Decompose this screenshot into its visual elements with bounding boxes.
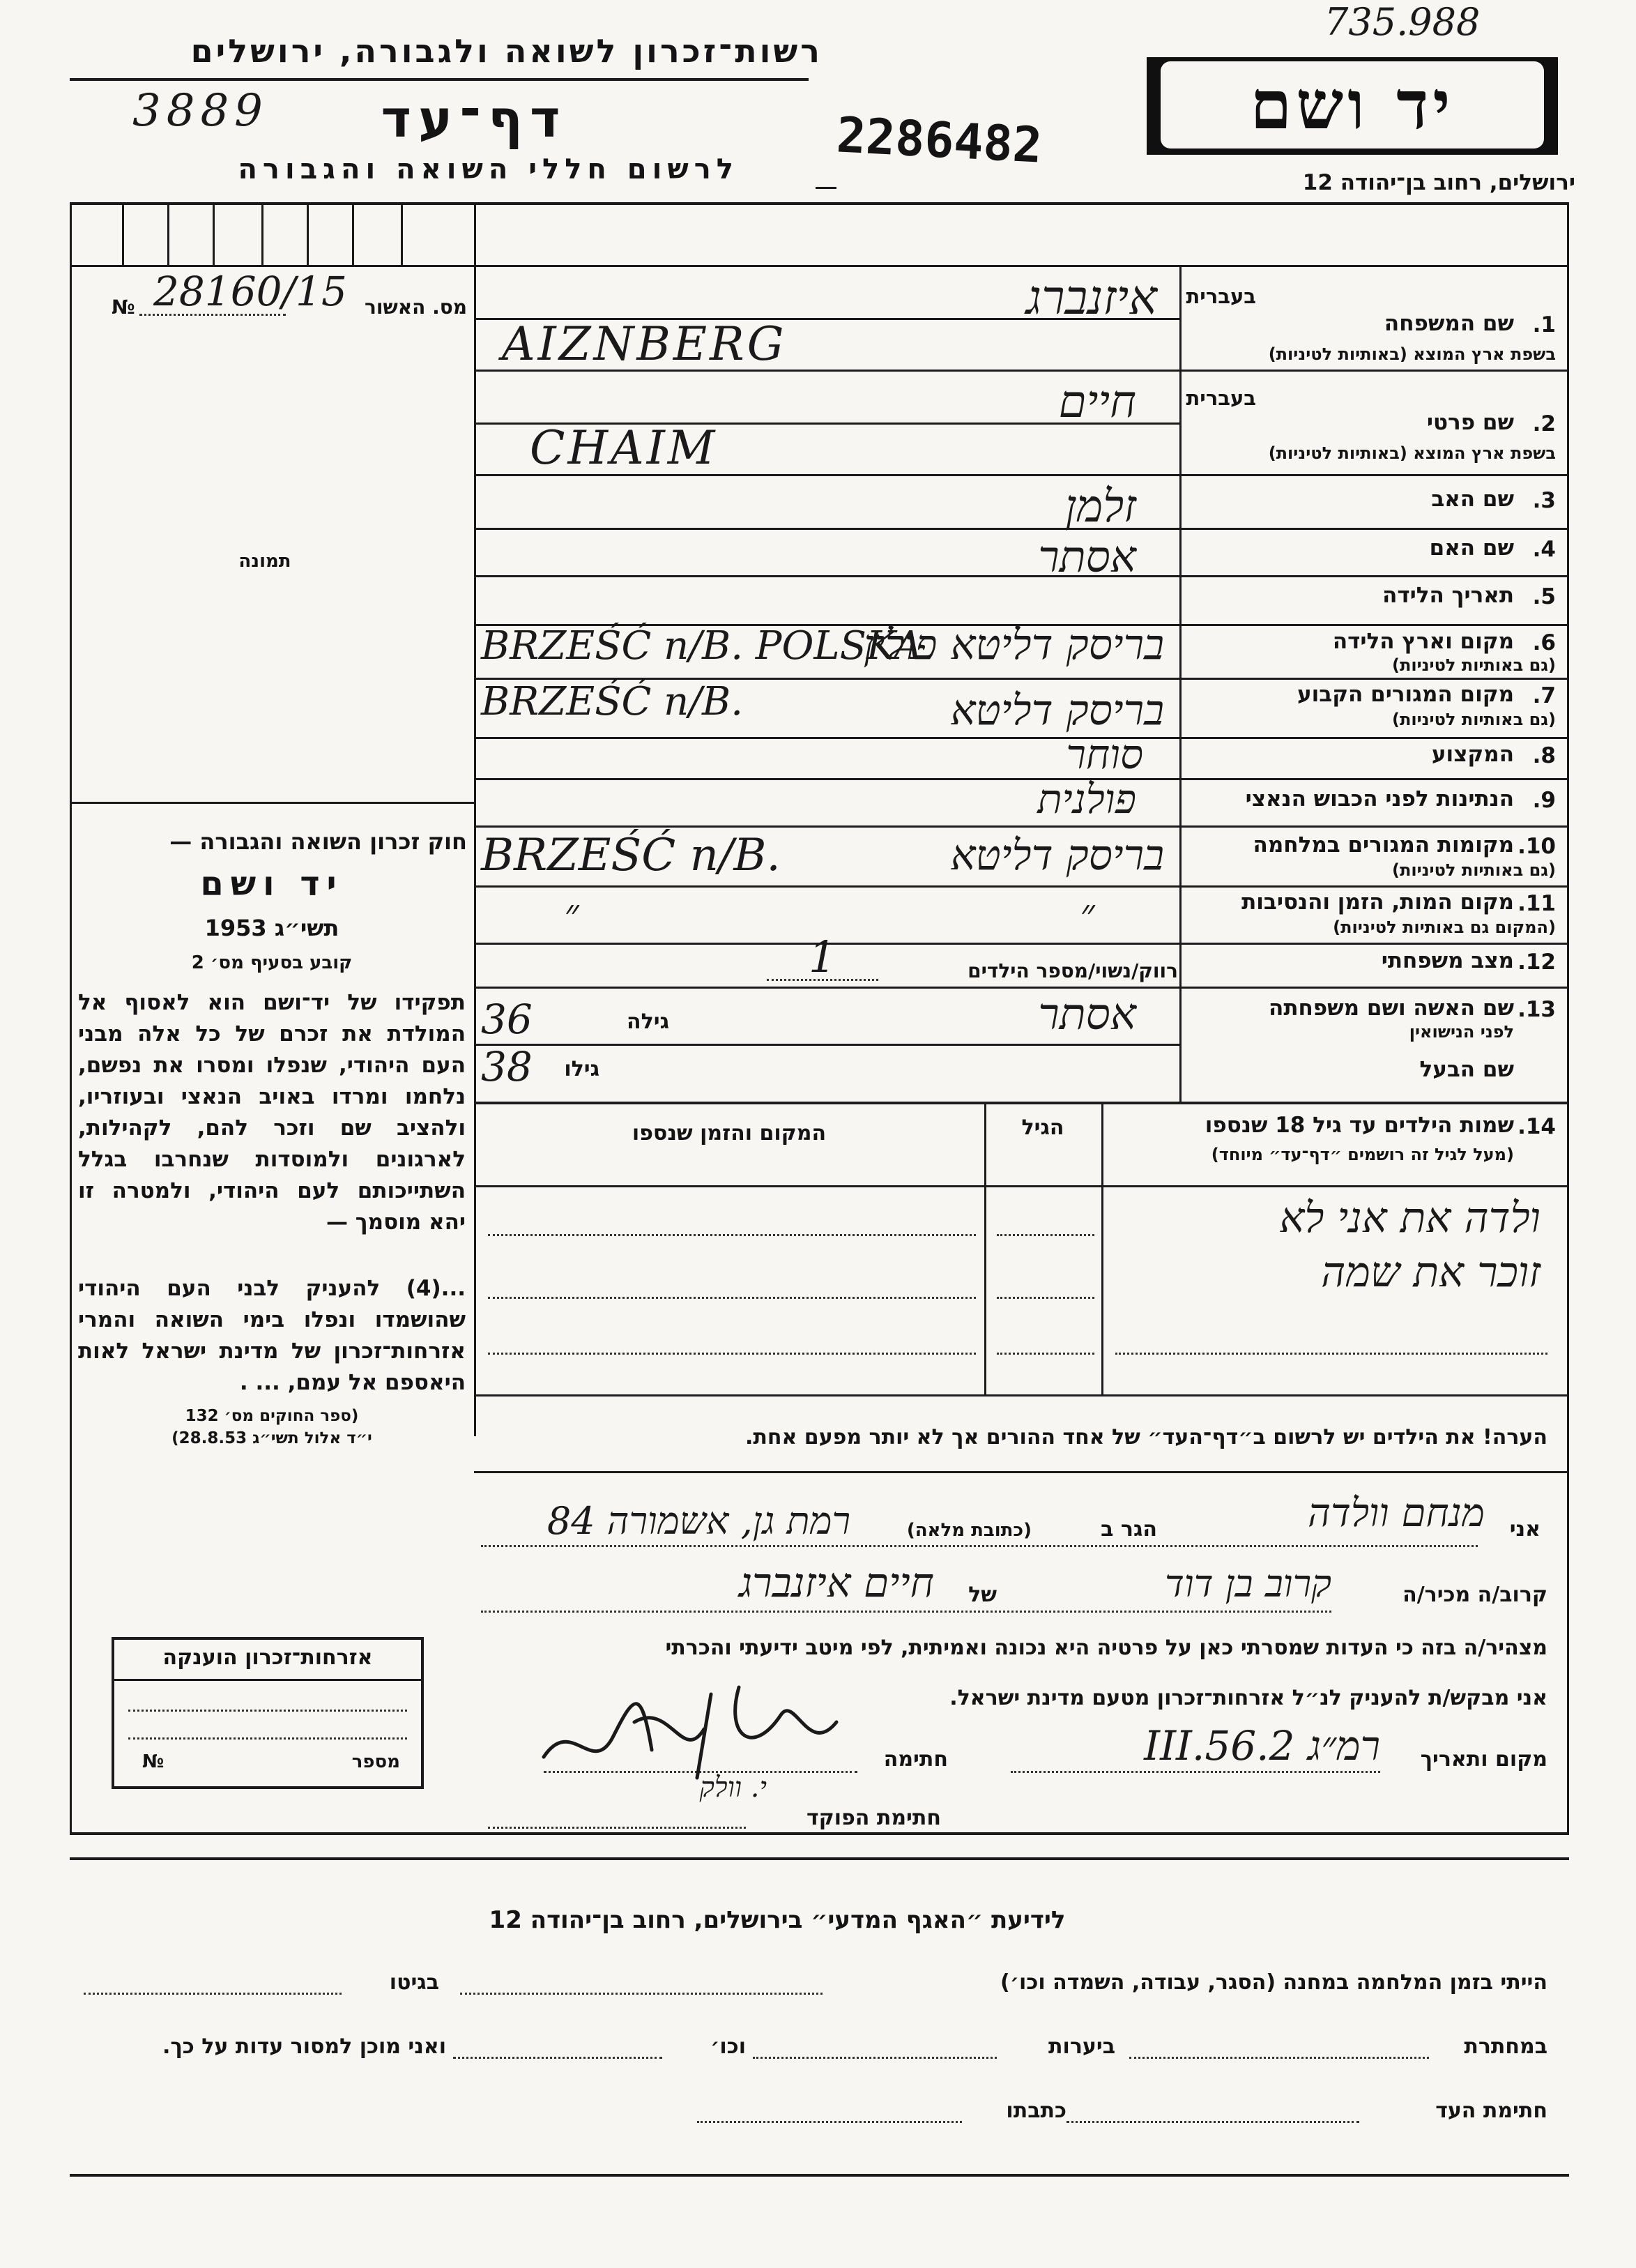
authority-name: רשות־זכרון לשואה ולגבורה, ירושלים — [190, 32, 823, 70]
field-6-latin-value: BRZEŚĆ n/B. POLSKA — [481, 623, 922, 669]
field-8-label: המקצוע — [1431, 742, 1514, 767]
children-header-sep — [474, 1185, 1568, 1187]
approval-no-mark: № — [112, 296, 135, 319]
field-4-value: אסתר — [1038, 531, 1136, 582]
grid-cell — [307, 202, 309, 266]
field-7-num: 7. — [1532, 683, 1556, 708]
info-dotted-line — [460, 1993, 823, 1995]
place-date-value: רמ״ג 2.III.56 — [1144, 1722, 1380, 1770]
field-6-sub: (גם באותיות לטיניות) — [1392, 655, 1556, 675]
child-dotted-line — [488, 1234, 976, 1236]
children-sub: (מעל לגיל זה רושמים ״דף־עד״ מיוחד) — [1211, 1145, 1514, 1164]
child-dotted-line — [997, 1297, 1094, 1299]
field-1-label: שם המשפחה — [1384, 311, 1514, 336]
wife-age-label: גילה — [627, 1010, 669, 1034]
field-6-num: 6. — [1532, 630, 1556, 655]
field-12-options: רווק/נשוי/מספר הילדים — [968, 959, 1178, 982]
husband-label: שם הבעל — [1419, 1057, 1514, 1082]
serial-number: 2286482 — [835, 106, 1043, 174]
info-title: לידיעת ״האגף המדעי״ בירושלים, רחוב בן־יהודה 12 — [489, 1906, 1066, 1934]
declarant-address: רמת גן, אשמורה 84 — [546, 1499, 850, 1543]
approval-number: 28160/15 — [153, 268, 347, 315]
photo-box-bottom — [70, 802, 474, 804]
info-dotted-line — [1067, 2121, 1359, 2123]
field-9-num: 9. — [1532, 788, 1556, 813]
law-paragraph-1: תפקידו של יד־ושם הוא לאסוף אל המולדת את זכרם של כל אלה מבני העם היהודי, שנפלו ומסרו את נפשם, נלחמו ומרדו באויב הנאצי ובעוזריו, ולהציב שם וזכר להם, לקהילות, לארגונים ולמוסדות שנחרבו בגלל השתייכותם לעם היהודי, ולמטרה זו יהא מוסמך — — [78, 990, 466, 1235]
child-dotted-line — [1115, 1353, 1547, 1355]
field-1-hebrew-value: איזנברג — [1025, 271, 1157, 326]
decl-dotted-line-1 — [481, 1545, 1478, 1547]
info-line-1a: הייתי בזמן המלחמה במחנה (הסגר, עבודה, השמדה וכו׳) — [1000, 1970, 1547, 1995]
field-13-label: שם האשה ושם משפחתה — [1269, 996, 1514, 1021]
field-2-latin-value: CHAIM — [530, 421, 718, 475]
citizenship-title-sep — [114, 1679, 421, 1681]
wife-name-value: אסתר — [1038, 989, 1136, 1040]
field-13-num: 13. — [1517, 997, 1556, 1022]
field-3-num: 3. — [1532, 488, 1556, 513]
clerk-signature-label: חתימת הפוקד — [806, 1806, 941, 1830]
signature-label: חתימה — [883, 1747, 948, 1772]
child-row-1: ולדה את אני לא — [1279, 1194, 1541, 1242]
husband-age-value: 38 — [481, 1043, 533, 1090]
grid-cell — [401, 202, 403, 266]
children-col-divider — [984, 1102, 986, 1394]
label-column-divider — [1179, 265, 1182, 1102]
frame-top — [70, 202, 1568, 205]
law-citation-2: י״ד אלול תשי״ג 28.8.53) — [171, 1429, 372, 1447]
info-dotted-line — [84, 1993, 342, 1995]
field-3-label: שם האב — [1431, 487, 1514, 512]
field-2-label: שם פרטי — [1426, 410, 1514, 435]
field-2-tag: בעברית — [1186, 386, 1256, 410]
wife-age-value: 36 — [481, 996, 533, 1043]
field-11-hebrew-value: ״ — [1080, 891, 1095, 936]
info-line-2a: במחתרת — [1464, 2034, 1547, 2059]
law-name: יד ושם — [200, 865, 344, 904]
citizenship-box — [112, 1637, 424, 1789]
left-column-divider — [474, 202, 476, 1436]
child-dotted-line — [997, 1234, 1094, 1236]
children-place-header: המקום והזמן שנספו — [632, 1121, 827, 1146]
info-dotted-line — [697, 2121, 962, 2123]
row-sep-children — [474, 1102, 1568, 1104]
form-title: דף־עד — [381, 89, 567, 149]
citizenship-dotted-line — [128, 1710, 407, 1712]
citizenship-number-label: מספר — [351, 1751, 400, 1772]
field-12-num: 12. — [1517, 950, 1556, 975]
declarant-relation: קרוב בן דוד — [1165, 1562, 1331, 1606]
info-section-bottom — [70, 2174, 1569, 2177]
row-sep — [474, 825, 1568, 828]
field-7-latin-value: BRZEŚĆ n/B. — [481, 679, 744, 724]
children-age-header: הגיל — [1021, 1116, 1064, 1140]
clerk-signature: י. וולק — [699, 1772, 767, 1804]
declarant-signature — [530, 1673, 864, 1785]
field-9-value: פולנית — [1037, 775, 1136, 823]
frame-bottom — [70, 1832, 1569, 1835]
field-12-dotted-line — [767, 979, 878, 981]
photo-label: תמונה — [238, 551, 291, 572]
grid-cell — [352, 202, 354, 266]
approval-dotted-line — [139, 314, 286, 316]
serial-dash — [816, 187, 836, 189]
approval-label: מס. האשור — [365, 296, 467, 319]
field-12-label: מצב משפחתי — [1381, 948, 1514, 973]
child-dotted-line — [488, 1297, 976, 1299]
wife-husband-sep — [474, 1044, 1179, 1046]
decl-of: של — [968, 1583, 997, 1607]
grid-cell — [213, 202, 215, 266]
decl-request: אני מבקש/ת להעניק לנ״ל אזרחות־זכרון מטעם מדינת ישראל. — [949, 1686, 1547, 1710]
logo-text: יד ושם — [1161, 61, 1544, 149]
decl-address-hint: (כתובת מלאה) — [906, 1520, 1032, 1541]
field-2-num: 2. — [1532, 411, 1556, 436]
field-10-latin-value: BRZEŚĆ n/B. — [481, 830, 781, 881]
decl-dotted-line-2 — [481, 1611, 1331, 1613]
field-10-sub: (גם באותיות לטיניות) — [1392, 860, 1556, 880]
decl-ani: אני — [1509, 1517, 1541, 1542]
frame-right — [1567, 202, 1569, 1834]
grid-cell — [122, 202, 124, 266]
info-line-3b: כתבתו — [1006, 2099, 1067, 2123]
field-5-label: תאריך הלידה — [1382, 583, 1514, 608]
clerk-dotted-line — [488, 1827, 746, 1829]
archive-note: 735.988 — [1324, 0, 1481, 44]
yad-vashem-logo — [1147, 57, 1558, 155]
field-6-label: מקום וארץ הלידה — [1332, 629, 1514, 654]
citizenship-dotted-line — [128, 1737, 407, 1740]
field-10-label: מקומות המגורים במלחמה — [1253, 832, 1514, 858]
citizenship-no-mark: № — [142, 1751, 165, 1772]
field-1-tag: בעברית — [1186, 284, 1256, 308]
child-row-2: זוכר את שמה — [1321, 1248, 1541, 1297]
field-5-num: 5. — [1532, 584, 1556, 609]
info-line-2c: וכו׳ — [710, 2034, 746, 2059]
children-label: שמות הילדים עד גיל 18 שנספו — [1205, 1113, 1514, 1138]
field-11-label: מקום המות, הזמן והנסיבות — [1241, 890, 1514, 915]
grid-cell — [261, 202, 263, 266]
decl-relation-label: קרוב/ה מכיר/ה — [1402, 1583, 1547, 1607]
victim-name: חיים איזנברג — [738, 1559, 934, 1606]
place-date-label: מקום ותאריך — [1420, 1747, 1547, 1772]
row-sep — [474, 885, 1568, 888]
field-7-label: מקום המגורים הקבוע — [1297, 682, 1514, 707]
note-text: הערה! את הילדים יש לרשום ב״דף־העד״ של אחד ההורים אך לא יותר מפעם אחת. — [745, 1425, 1547, 1449]
info-line-1b: בגיטו — [389, 1970, 439, 1995]
stamp-number: 3889 — [132, 85, 268, 137]
field-1-num: 1. — [1532, 312, 1556, 337]
address: ירושלים, רחוב בן־יהודה 12 — [1302, 170, 1575, 195]
law-paragraph-2: ...(4) להעניק לבני העם היהודי שהושמדו ונפלו בימי השואה והמרי אזרחות־זכרון של מדינת ישראל לאות היאספם אל עמם, ... . — [78, 1276, 466, 1395]
law-title: חוק זכרון השואה והגבורה — — [169, 828, 467, 855]
decl-lives-in: הגר ב — [1101, 1517, 1157, 1542]
field-1-latin-value: AIZNBERG — [502, 317, 787, 371]
field-8-value: סוחר — [1066, 731, 1143, 778]
field-11-num: 11. — [1517, 891, 1556, 916]
info-dotted-line — [753, 2057, 997, 2059]
field-1-sub: בשפת ארץ המוצא (באותיות לטיניות) — [1268, 344, 1556, 364]
law-year: תשי״ג 1953 — [204, 915, 339, 941]
field-10-hebrew-value: בריסק דליטא — [950, 831, 1164, 880]
law-clause: קובע בסעיף מס׳ 2 — [191, 952, 353, 973]
field-2-sub: בשפת ארץ המוצא (באותיות לטיניות) — [1268, 443, 1556, 463]
children-table-bottom — [474, 1394, 1568, 1396]
row-sep — [474, 943, 1568, 945]
field-13-sub: לפני הנישואין — [1409, 1022, 1514, 1042]
grid-row-line — [70, 265, 1568, 267]
header-rule — [70, 78, 809, 81]
declarant-name: מנחם וולדה — [1308, 1491, 1485, 1536]
info-line-2b: ביערות — [1048, 2034, 1115, 2059]
info-section-top — [70, 1857, 1569, 1860]
field-8-num: 8. — [1532, 743, 1556, 768]
child-dotted-line — [997, 1353, 1094, 1355]
info-line-2d: ואני מוכן למסור עדות על כך. — [162, 2034, 446, 2059]
note-bottom — [474, 1471, 1568, 1473]
field-6-hebrew-value: בריסק דליטא פולין — [863, 621, 1164, 669]
field-9-label: הנתינות לפני הכבוש הנאצי — [1245, 786, 1514, 812]
husband-age-label: גילו — [564, 1057, 599, 1081]
field-3-value: זלמן — [1064, 481, 1136, 533]
citizenship-title: אזרחות־זכרון הוענקה — [162, 1645, 373, 1670]
law-citation-1: (ספר החוקים מס׳ 132 — [185, 1407, 359, 1425]
field-11-latin-value: ״ — [564, 891, 579, 936]
decl-statement: מצהיר/ה בזה כי העדות שמסרתי כאן על פרטיה היא נכונה ואמיתית, לפי מיטב ידיעתי והכרתי — [665, 1636, 1547, 1660]
field-4-num: 4. — [1532, 537, 1556, 562]
child-dotted-line — [488, 1353, 976, 1355]
field-12-children-count: 1 — [809, 931, 836, 982]
grid-cell — [167, 202, 169, 266]
field-10-num: 10. — [1517, 834, 1556, 859]
form-subtitle: לרשום חללי השואה והגבורה — [238, 153, 739, 185]
field-14-num: 14. — [1517, 1114, 1556, 1139]
frame-left — [70, 202, 72, 1834]
place-date-dotted-line — [1011, 1771, 1380, 1773]
field-7-hebrew-value: בריסק דליטא — [950, 686, 1164, 735]
info-dotted-line — [1129, 2057, 1429, 2059]
field-4-label: שם האם — [1429, 535, 1514, 561]
info-line-3a: חתימת העד — [1435, 2099, 1547, 2123]
info-dotted-line — [453, 2057, 662, 2059]
children-col-divider — [1101, 1102, 1103, 1394]
field-2-hebrew-value: חיים — [1058, 376, 1136, 428]
field-11-sub: (המקום גם באותיות לטיניות) — [1333, 918, 1556, 937]
field-7-sub: (גם באותיות לטיניות) — [1392, 710, 1556, 729]
